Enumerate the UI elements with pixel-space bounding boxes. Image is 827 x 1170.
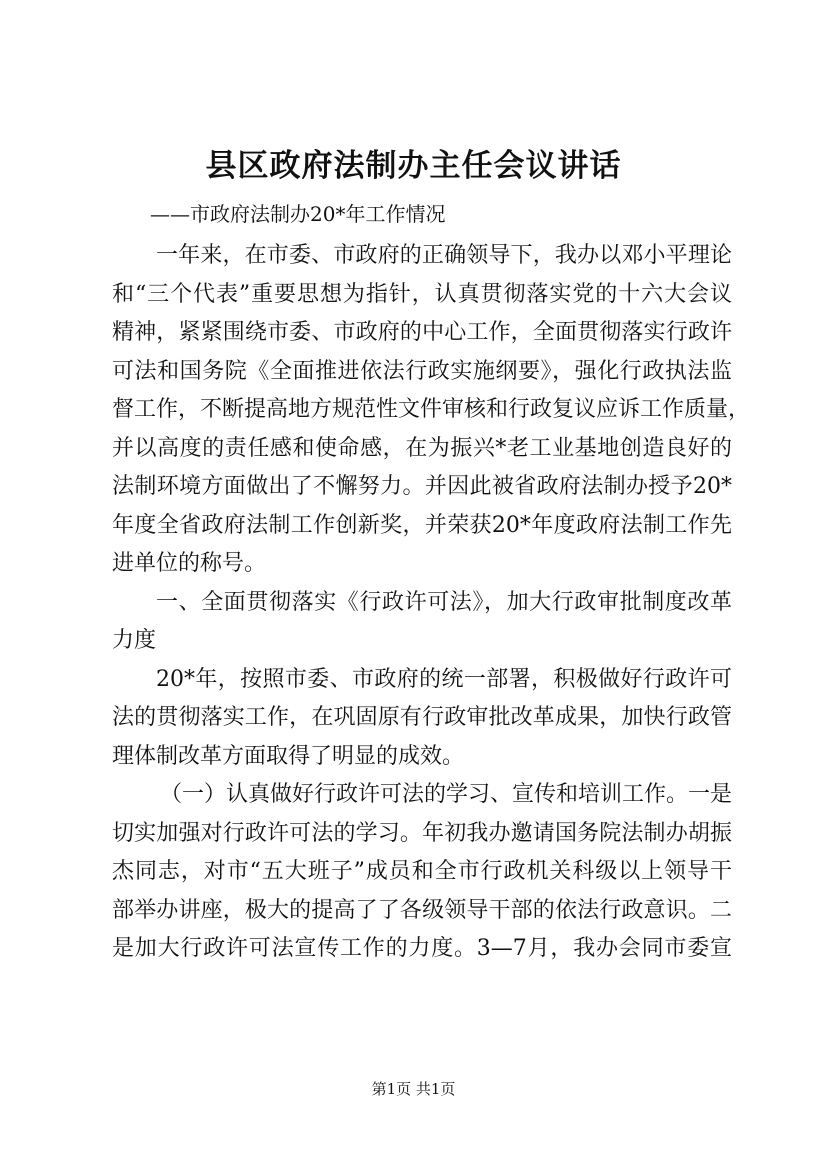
document-body: [112, 237, 751, 969]
body-line: 一年来，在市委、市政府的正确领导下，我办以邓小平理论: [156, 243, 732, 268]
body-line: 督工作，不断提高地方规范性文件审核和行政复议应诉工作质量，: [112, 397, 751, 422]
body-line: 和“三个代表”重要思想为指针，认真贯彻落实党的十六大会议: [112, 281, 732, 307]
page-number: 第1页 共1页: [371, 1080, 456, 1098]
section-heading: 一、全面贯彻落实《行政许可法》，加大行政审批制度改革: [156, 589, 732, 615]
body-line: 20*年，按照市委、市政府的统一部署，积极做好行政许可: [156, 666, 732, 692]
body-line: 精神，紧紧围绕市委、市政府的中心工作，全面贯彻落实行政许: [112, 320, 732, 345]
body-line: 法的贯彻落实工作，在巩固原有行政审批改革成果，加快行政管: [112, 705, 732, 730]
body-line: 年度全省政府法制工作创新奖，并荣获20*年度政府法制工作先: [112, 512, 732, 538]
body-line: 进单位的称号。: [112, 551, 267, 576]
body-line: 是加大行政许可法宣传工作的力度。3—7月，我办会同市委宣: [112, 936, 732, 961]
body-line: 理体制改革方面取得了明显的成效。: [112, 743, 465, 769]
body-line: 切实加强对行政许可法的学习。年初我办邀请国务院法制办胡振: [112, 820, 732, 846]
body-line: 杰同志，对市“五大班子”成员和全市行政机关科级以上领导干: [112, 859, 732, 884]
document-title: 县区政府法制办主任会议讲话: [205, 148, 622, 184]
body-line: 并以高度的责任感和使命感，在为振兴*老工业基地创造良好的: [112, 435, 732, 461]
body-line: 可法和国务院《全面推进依法行政实施纲要》，强化行政执法监: [112, 358, 732, 384]
body-line: （一）认真做好行政许可法的学习、宣传和培训工作。一是: [160, 782, 733, 807]
section-heading-cont: 力度: [112, 628, 157, 653]
body-line: 法制环境方面做出了不懈努力。并因此被省政府法制办授予20*: [112, 474, 732, 499]
document-subtitle: ——市政府法制办20*年工作情况: [150, 202, 446, 226]
body-line: 部举办讲座，极大的提高了了各级领导干部的依法行政意识。二: [112, 897, 732, 923]
